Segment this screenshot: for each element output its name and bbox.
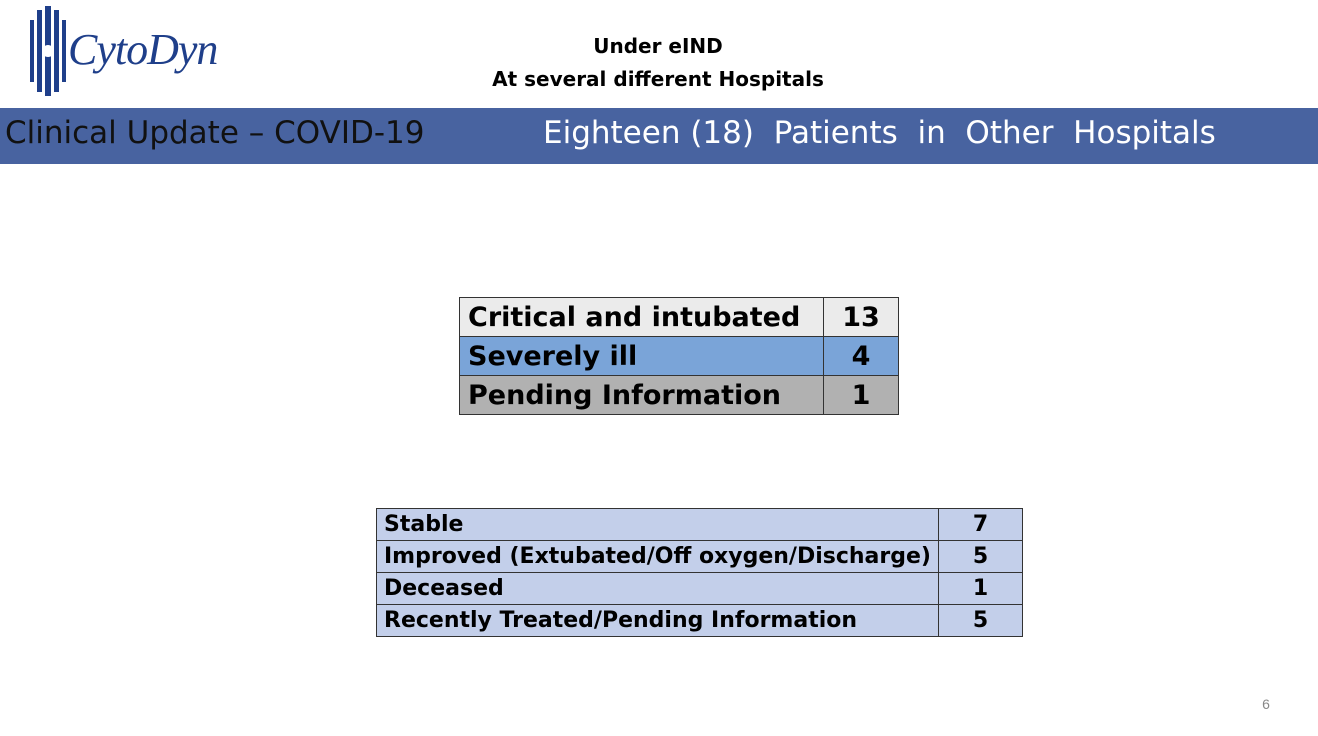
table-row <box>460 337 899 376</box>
row-label: Severely ill <box>460 337 824 376</box>
row-count: 4 <box>824 337 899 376</box>
logo-bars-icon <box>28 6 68 96</box>
table-row <box>460 376 899 415</box>
table-row <box>377 509 1023 541</box>
cytodyn-logo <box>28 6 228 96</box>
table-row <box>377 541 1023 573</box>
row-count: 1 <box>824 376 899 415</box>
row-label: Recently Treated/Pending Information <box>377 605 939 637</box>
subtitle-line-1: Under eIND <box>593 34 723 58</box>
title-banner <box>0 108 1318 164</box>
row-count: 5 <box>938 605 1022 637</box>
row-label: Pending Information <box>460 376 824 415</box>
row-label: Deceased <box>377 573 939 605</box>
row-count: 7 <box>938 509 1022 541</box>
logo-wordmark: CytoDyn <box>68 25 218 74</box>
row-count: 5 <box>938 541 1022 573</box>
banner-title-left: Clinical Update – COVID-19 <box>5 115 425 151</box>
subtitle-line-2: At several different Hospitals <box>492 67 824 91</box>
row-label: Stable <box>377 509 939 541</box>
table-row <box>377 605 1023 637</box>
patient-status-table <box>459 297 899 415</box>
banner-title-right: Eighteen (18) Patients in Other Hospitals <box>543 115 1216 151</box>
slide-subtitle <box>440 30 876 96</box>
page-number: 6 <box>1262 696 1270 712</box>
row-count: 13 <box>824 298 899 337</box>
row-count: 1 <box>938 573 1022 605</box>
patient-outcome-table <box>376 508 1023 637</box>
table-row <box>377 573 1023 605</box>
row-label: Improved (Extubated/Off oxygen/Discharge) <box>377 541 939 573</box>
table-row <box>460 298 899 337</box>
row-label: Critical and intubated <box>460 298 824 337</box>
